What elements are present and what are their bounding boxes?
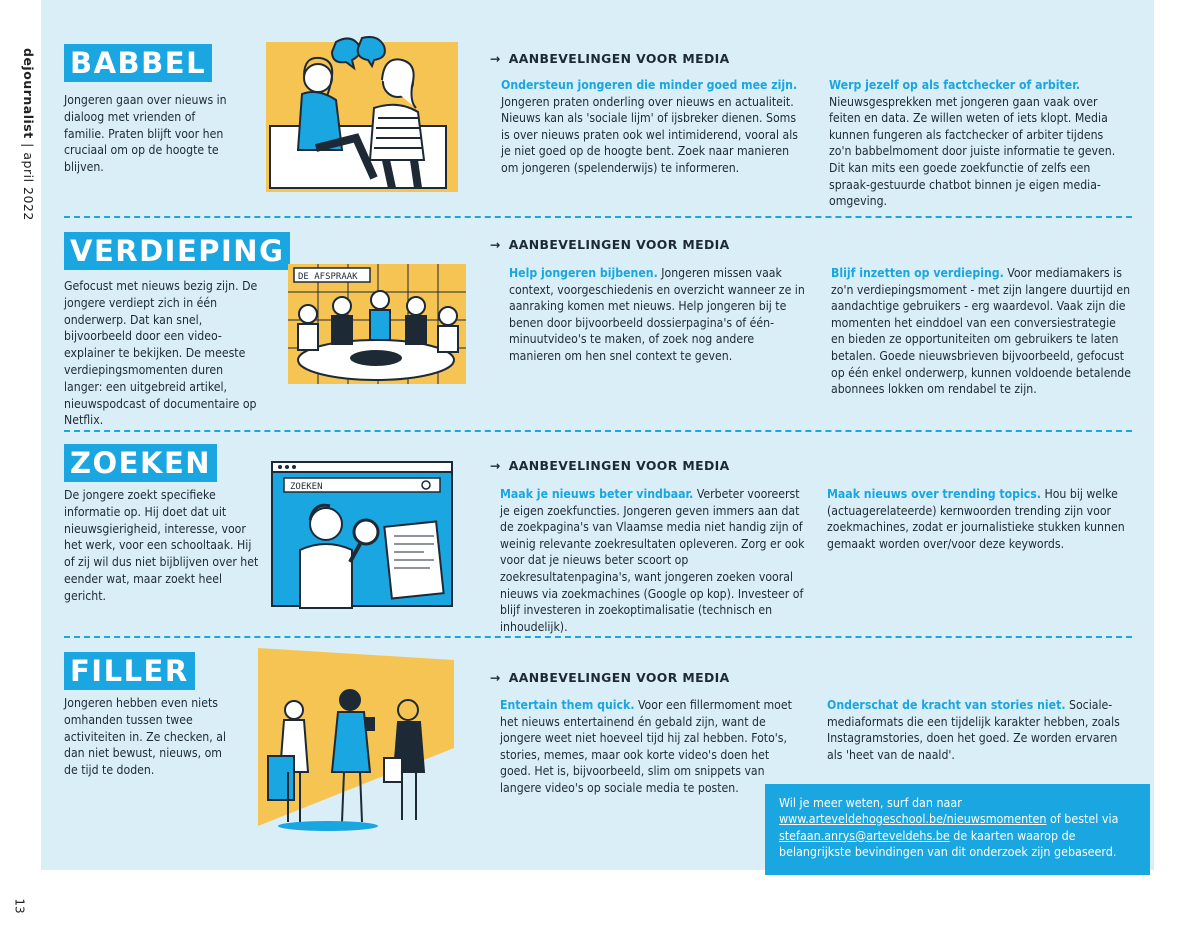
recommendation-text: Sociale-mediaformats die een tijdelijk karakter hebben, zoals Instagramstories, doen het goed. Ze worden ervaren als 'heet van de naald'. (827, 698, 1120, 762)
recommendation-highlight: Entertain them quick. (500, 698, 635, 712)
recommendation-left (500, 486, 805, 635)
recommendation-right (827, 486, 1127, 552)
recommendation-text: Hou bij welke (actuagerelateerde) kernwoorden trending zijn voor zoekmachines, zodat er journalistieke stukken kunnen gemaakt worden over/voor deze keywords. (827, 487, 1125, 551)
recommendation-text: Voor mediamakers is zo'n verdiepingsmoment - met zijn langere duurtijd en aandachtige gebruikers - erg waardevol. Vaak zijn die momenten het einddoel van een conversiestrategie en bieden ze opportuniteiten om gebruikers te laten betalen. Goede nieuwsbrieven bijvoorbeeld, gefocust op één enkel onderwerp, kunnen voldoende betalende abonnees lokken om rendabel te zijn. (831, 266, 1131, 397)
reco-heading: → AANBEVELINGEN VOOR MEDIA (490, 237, 730, 252)
recommendation-right (827, 697, 1127, 763)
sign-de-afspraak: DE AFSPRAAK (298, 272, 358, 282)
info-text: Wil je meer weten, surf dan naar (779, 795, 962, 810)
section-tag-zoeken: ZOEKEN (64, 444, 217, 482)
recommendation-text: Jongeren praten onderling over nieuws en actualiteit. Nieuws kan als 'sociale lijm' of ijsbreker dienen. Soms is over nieuws praten ook wel intimiderend, vooral als je niet goed op de hoogte bent. Zoek naar manieren om jongeren (spelenderwijs) te informeren. (501, 94, 798, 175)
section-divider (64, 636, 1132, 638)
illustration-search-browser (270, 460, 456, 610)
recommendation-highlight: Blijf inzetten op verdieping. (831, 266, 1004, 280)
section-divider (64, 216, 1132, 218)
section-description: De jongere zoekt specifieke informatie op. Hij doet dat uit nieuwsgierigheid, interesse, voor het werk, voor een schooltaak. Hij of zij wil dus niet bijblijven over het eender wat, maar zoekt heel gericht. (64, 488, 259, 603)
recommendation-left (500, 697, 800, 797)
arrow-right-icon: → (490, 237, 501, 252)
section-tag-verdieping: VERDIEPING (64, 232, 290, 270)
reco-heading: → AANBEVELINGEN VOOR MEDIA (490, 51, 730, 66)
section-divider (64, 430, 1132, 432)
issue-date: april 2022 (21, 152, 36, 221)
illustration-waiting-people (258, 648, 454, 834)
recommendation-text: Jongeren missen vaak context, voorgeschiedenis en overzicht wanneer ze in aanraking komen met nieuws. Help jongeren bij te benen door bijvoorbeeld dossierpagina's of één-minuutvideo's te maken, of zoek nog andere manieren om hen snel context te geven. (509, 266, 805, 363)
recommendation-highlight: Help jongeren bijbenen. (509, 266, 658, 280)
email-link[interactable]: stefaan.anrys@arteveldehs.be (779, 827, 950, 843)
info-text: de kaarten waarop de belangrijkste bevindingen van dit onderzoek zijn gebaseerd. (779, 827, 1117, 859)
info-text: of bestel via (1046, 811, 1119, 827)
illustration-round-table (284, 262, 470, 392)
illustration-talking-friends (266, 36, 464, 196)
recommendation-highlight: Onderschat de kracht van stories niet. (827, 698, 1066, 712)
recommendation-highlight: Maak nieuws over trending topics. (827, 487, 1041, 501)
page-number: 13 (12, 898, 27, 914)
arrow-right-icon: → (490, 670, 501, 685)
arrow-right-icon: → (490, 458, 501, 473)
margin-publication (16, 48, 38, 248)
info-box (765, 784, 1150, 875)
section-tag-babbel: BABBEL (64, 44, 212, 82)
recommendation-text: Verbeter vooreerst je eigen zoekfuncties. Jongeren geven immers aan dat de zoekpagina's van Vlaamse media niet handig zijn of weinig relevante zoekresultaten opleveren. Zorg er ook voor dat je nieuws beter scoort op zoekresultatenpagina's, want jongeren zoeken vooral nieuws via zoekmachines (Google op kop). Investeer of blijf investeren in zoekoptimalisatie (technisch en inhoudelijk). (500, 487, 805, 634)
recommendation-right (829, 77, 1129, 210)
recommendation-left (509, 265, 809, 365)
recommendation-right (831, 265, 1131, 398)
section-description: Jongeren hebben even niets omhanden tussen twee activiteiten in. Ze checken, al dan niet bewust, nieuws, om de tijd te doden. (64, 696, 226, 778)
website-link[interactable]: www.arteveldehogeschool.be/nieuwsmomenten (779, 811, 1047, 827)
recommendation-text: Voor een fillermoment moet het nieuws entertainend én gebald zijn, want de jongere weet niet hoeveel tijd hij zal hebben. Foto's, stories, memes, maar ook korte video's doen het goed. Het is, bijvoorbeeld, slim om snippets van langere video's op sociale media te posten. (500, 698, 792, 795)
section-tag-filler: FILLER (64, 652, 195, 690)
margin-separator: | (21, 143, 36, 148)
recommendation-text: Nieuwsgesprekken met jongeren gaan vaak over feiten en data. Ze willen weten of iets klopt. Media kunnen fungeren als factchecker of arbiter tijdens zo'n babbelmoment door juiste informatie te geven. Dit kan mits een goede zoekfunctie of zelfs een spraak-gestuurde chatbot binnen je eigen media-omgeving. (829, 94, 1116, 209)
reco-heading: → AANBEVELINGEN VOOR MEDIA (490, 458, 730, 473)
arrow-right-icon: → (490, 51, 501, 66)
reco-heading: → AANBEVELINGEN VOOR MEDIA (490, 670, 730, 685)
recommendation-highlight: Maak je nieuws beter vindbaar. (500, 487, 694, 501)
section-description: Jongeren gaan over nieuws in dialoog met vrienden of familie. Praten blijft voor hen cruciaal om op de hoogte te blijven. (64, 93, 227, 175)
section-description: Gefocust met nieuws bezig zijn. De jongere verdiept zich in één onderwerp. Dat kan snel, bijvoorbeeld door een video-explainer te bekijken. De meeste verdiepingsmomenten duren langer: een uitgebreid artikel, nieuwspodcast of documentaire op Netflix. (64, 279, 258, 428)
recommendation-highlight: Ondersteun jongeren die minder goed mee zijn. (501, 78, 798, 92)
publication-name: dejournalist (21, 48, 36, 139)
search-box-label: ZOEKEN (290, 482, 323, 492)
recommendation-left (501, 77, 806, 177)
recommendation-highlight: Werp jezelf op als factchecker of arbiter. (829, 78, 1081, 92)
